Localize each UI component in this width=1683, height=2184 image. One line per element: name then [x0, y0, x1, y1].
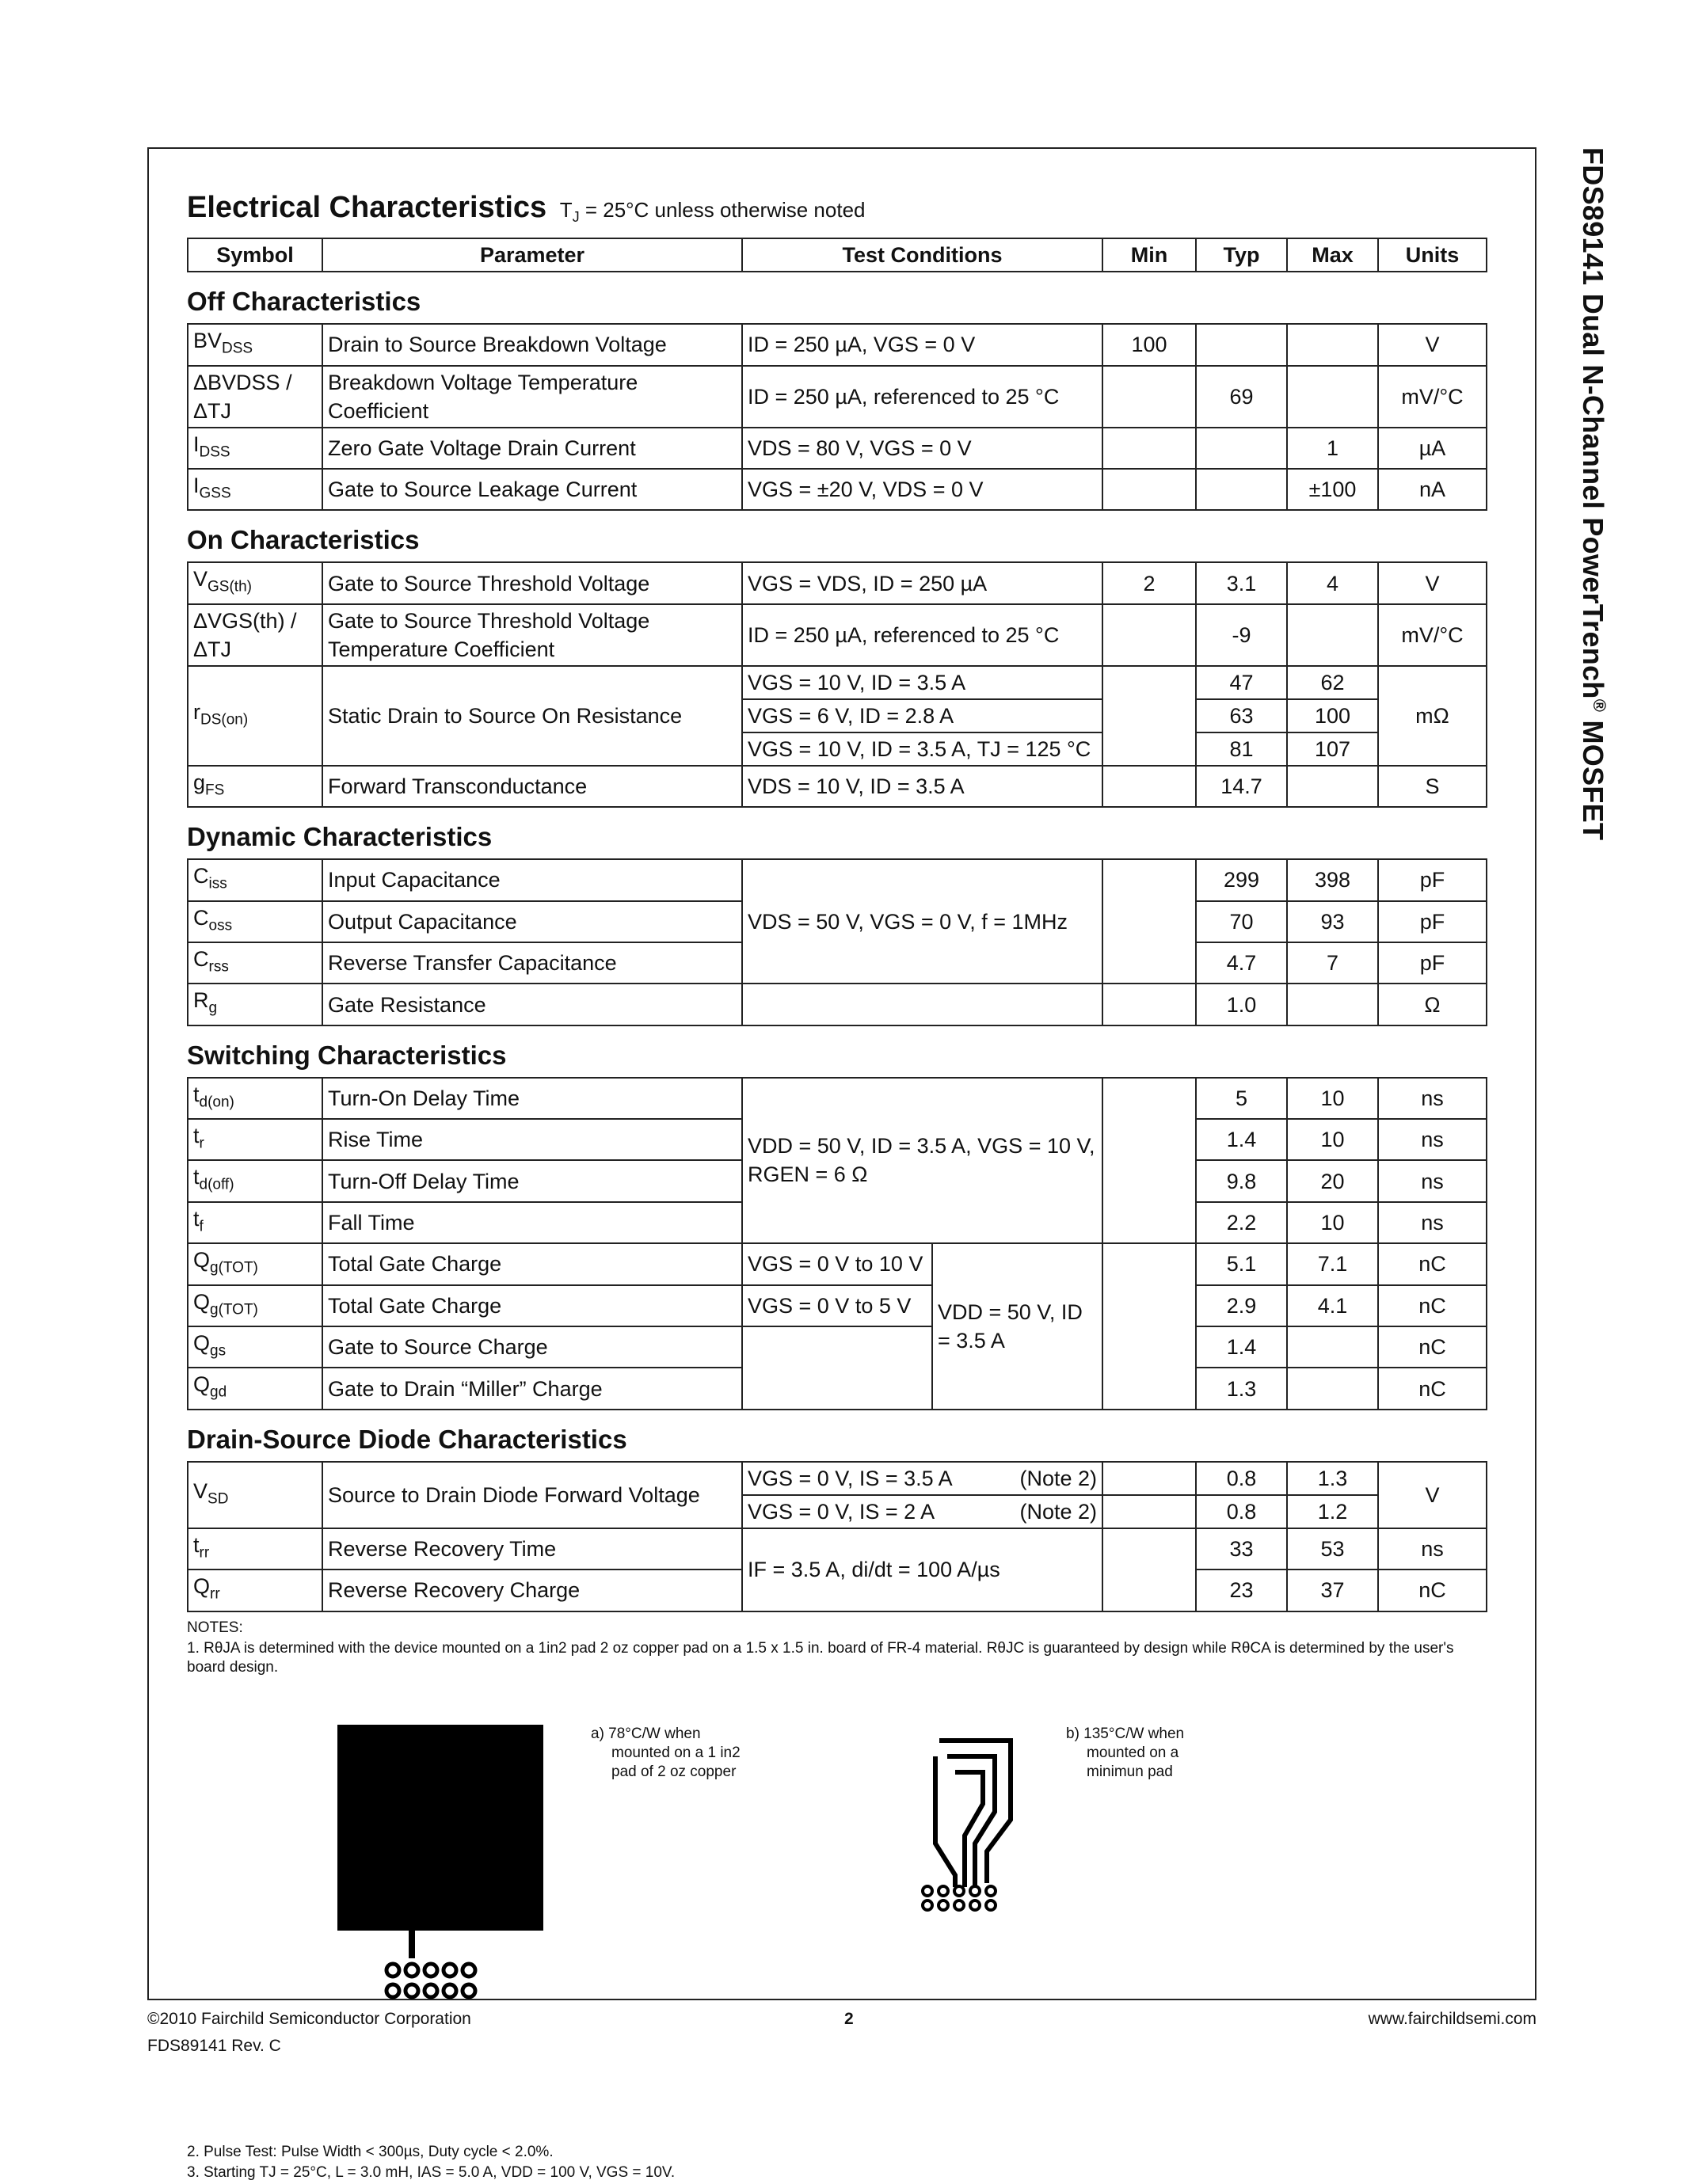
condition-cell: IF = 3.5 A, di/dt = 100 A/µs: [742, 1528, 1102, 1611]
table-row: [188, 469, 1487, 510]
max-cell: [1287, 1368, 1378, 1409]
table-row: [188, 666, 1487, 699]
parameter-cell: Turn-On Delay Time: [322, 1078, 742, 1119]
datasheet-content: [187, 187, 1486, 2184]
parameter-cell: Input Capacitance: [322, 859, 742, 900]
notes: [187, 1619, 1486, 1677]
max-cell: 93: [1287, 901, 1378, 942]
col-typ: Typ: [1196, 238, 1287, 272]
table-on: [187, 561, 1487, 808]
parameter-cell: Gate to Drain “Miller” Charge: [322, 1368, 742, 1409]
caption-a-line: mounted on a 1 in2: [611, 1744, 741, 1761]
min-cell: [1102, 469, 1196, 510]
table-off: [187, 323, 1487, 511]
min-cell: 100: [1102, 324, 1196, 365]
condition-cell: VGS = 10 V, ID = 3.5 A: [742, 666, 1102, 699]
typ-cell: 63: [1196, 699, 1287, 732]
symbol-cell: $V_{SD}$: [188, 1462, 322, 1528]
min-cell: [1102, 1078, 1196, 1244]
unit-cell: µA: [1378, 428, 1487, 469]
parameter-cell: Source to Drain Diode Forward Voltage: [322, 1462, 742, 1528]
typ-cell: 1.4: [1196, 1326, 1287, 1368]
unit-cell: nC: [1378, 1285, 1487, 1326]
table-row: [188, 766, 1487, 807]
table-row: [188, 604, 1487, 666]
max-cell: 62: [1287, 666, 1378, 699]
typ-cell: 2.2: [1196, 1202, 1287, 1243]
symbol-cell: ΔVGS(th) / ΔTJ: [188, 604, 322, 666]
min-cell: [1102, 766, 1196, 807]
typ-cell: 0.8: [1196, 1495, 1287, 1528]
typ-cell: [1196, 324, 1287, 365]
max-cell: 10: [1287, 1078, 1378, 1119]
condition-cell: VGS = 0 V to 10 V: [742, 1243, 932, 1284]
condition-cell: VGS = VDS, ID = 250 µA: [742, 562, 1102, 603]
table-row: [188, 984, 1487, 1025]
table-dynamic: [187, 858, 1487, 1026]
symbol-cell: $g_{FS}$: [188, 766, 322, 807]
section-title-off: Off Characteristics: [187, 287, 421, 317]
parameter-cell: Rise Time: [322, 1119, 742, 1160]
min-cell: [1102, 859, 1196, 984]
footer-copyright: ©2010 Fairchild Semiconductor Corporation: [147, 2010, 471, 2028]
note-1: 1. RθJA is determined with the device mounted on a 1in2 pad 2 oz copper pad on a 1.5 x 1.5 in. board of FR-4 material. RθJC is guaranteed by design while RθCA is determined by the user's board design.: [187, 1639, 1454, 1676]
unit-cell: mΩ: [1378, 666, 1487, 766]
col-parameter: Parameter: [322, 238, 742, 272]
typ-cell: 1.3: [1196, 1368, 1287, 1409]
typ-cell: 9.8: [1196, 1160, 1287, 1201]
table-diode: [187, 1461, 1487, 1612]
min-cell: [1102, 604, 1196, 666]
section-title-dynamic: Dynamic Characteristics: [187, 822, 493, 852]
condition-cell: [742, 984, 1102, 1025]
parameter-cell: Zero Gate Voltage Drain Current: [322, 428, 742, 469]
typ-cell: 299: [1196, 859, 1287, 900]
condition-cell: VDD = 50 V, ID = 3.5 A: [932, 1243, 1102, 1410]
symbol-cell: $C_{rss}$: [188, 942, 322, 984]
max-cell: ±100: [1287, 469, 1378, 510]
parameter-cell: Reverse Transfer Capacitance: [322, 942, 742, 984]
typ-cell: 14.7: [1196, 766, 1287, 807]
symbol-cell: $t_{d(on)}$: [188, 1078, 322, 1119]
caption-b-line: b) 135°C/W when: [1066, 1725, 1185, 1742]
notes-bottom: [187, 2143, 1486, 2182]
min-cell: 2: [1102, 562, 1196, 603]
parameter-cell: Forward Transconductance: [322, 766, 742, 807]
typ-cell: 1.4: [1196, 1119, 1287, 1160]
caption-a-line: pad of 2 oz copper: [611, 1763, 737, 1780]
condition-cell: VGS = 6 V, ID = 2.8 A: [742, 699, 1102, 732]
symbol-cell: $C_{iss}$: [188, 859, 322, 900]
caption-b-line: mounted on a: [1087, 1744, 1179, 1761]
typ-cell: 3.1: [1196, 562, 1287, 603]
parameter-cell: Drain to Source Breakdown Voltage: [322, 324, 742, 365]
max-cell: 10: [1287, 1119, 1378, 1160]
condition-cell: VGS = ±20 V, VDS = 0 V: [742, 469, 1102, 510]
typ-cell: [1196, 469, 1287, 510]
table-row: [188, 366, 1487, 428]
col-max: Max: [1287, 238, 1378, 272]
symbol-cell: $I_{GSS}$: [188, 469, 322, 510]
parameter-cell: Total Gate Charge: [322, 1243, 742, 1284]
min-cell: [1102, 366, 1196, 428]
typ-cell: 47: [1196, 666, 1287, 699]
section-title-on: On Characteristics: [187, 525, 420, 555]
table-switching: [187, 1077, 1487, 1410]
parameter-cell: Breakdown Voltage Temperature Coefficient: [322, 366, 742, 428]
max-cell: 53: [1287, 1528, 1378, 1570]
symbol-cell: $t_f$: [188, 1202, 322, 1243]
max-cell: [1287, 984, 1378, 1025]
unit-cell: ns: [1378, 1119, 1487, 1160]
max-cell: 37: [1287, 1570, 1378, 1611]
min-cell: [1102, 1528, 1196, 1611]
parameter-cell: Gate to Source Leakage Current: [322, 469, 742, 510]
max-cell: 10: [1287, 1202, 1378, 1243]
max-cell: [1287, 324, 1378, 365]
typ-cell: 81: [1196, 732, 1287, 766]
parameter-cell: Gate to Source Charge: [322, 1326, 742, 1368]
note-2: 2. Pulse Test: Pulse Width < 300µs, Duty cycle < 2.0%.: [187, 2143, 554, 2160]
table-row: [188, 1078, 1487, 1119]
unit-cell: S: [1378, 766, 1487, 807]
typ-cell: 2.9: [1196, 1285, 1287, 1326]
unit-cell: nC: [1378, 1243, 1487, 1284]
unit-cell: nC: [1378, 1326, 1487, 1368]
section-title-diode: Drain-Source Diode Characteristics: [187, 1424, 627, 1454]
unit-cell: nA: [1378, 469, 1487, 510]
unit-cell: pF: [1378, 942, 1487, 984]
section-title-switching: Switching Characteristics: [187, 1040, 507, 1070]
parameter-cell: Gate to Source Threshold Voltage: [322, 562, 742, 603]
parameter-cell: Static Drain to Source On Resistance: [322, 666, 742, 766]
unit-cell: nC: [1378, 1570, 1487, 1611]
symbol-cell: $t_r$: [188, 1119, 322, 1160]
unit-cell: mV/°C: [1378, 604, 1487, 666]
footer-url[interactable]: www.fairchildsemi.com: [1368, 2010, 1536, 2028]
typ-cell: 5: [1196, 1078, 1287, 1119]
typ-cell: 5.1: [1196, 1243, 1287, 1284]
unit-cell: ns: [1378, 1078, 1487, 1119]
page-title: Electrical Characteristics $T_J = 25^\circ C$ unless otherwise noted: [187, 191, 866, 226]
unit-cell: ns: [1378, 1202, 1487, 1243]
max-cell: 1.3: [1287, 1462, 1378, 1495]
max-cell: 1: [1287, 428, 1378, 469]
typ-cell: 69: [1196, 366, 1287, 428]
symbol-cell: ΔBVDSS / ΔTJ: [188, 366, 322, 428]
footer-page-number: 2: [844, 2010, 854, 2028]
typ-cell: 70: [1196, 901, 1287, 942]
symbol-cell: $Q_{gd}$: [188, 1368, 322, 1409]
condition-cell: ID = 250 µA, referenced to 25 °C: [742, 366, 1102, 428]
condition-cell: [742, 1326, 932, 1410]
symbol-cell: $Q_{gs}$: [188, 1326, 322, 1368]
symbol-cell: $C_{oss}$: [188, 901, 322, 942]
pad-b-illustration: [900, 1725, 1026, 1915]
symbol-cell: $V_{GS(th)}$: [188, 562, 322, 603]
condition-cell: ID = 250 µA, referenced to 25 °C: [742, 604, 1102, 666]
max-cell: 7.1: [1287, 1243, 1378, 1284]
unit-cell: V: [1378, 324, 1487, 365]
pad-illustrations: [187, 1725, 1486, 2136]
symbol-cell: $Q_{g(TOT)}$: [188, 1285, 322, 1326]
max-cell: 1.2: [1287, 1495, 1378, 1528]
symbol-cell: $R_g$: [188, 984, 322, 1025]
symbol-cell: $I_{DSS}$: [188, 428, 322, 469]
max-cell: 4.1: [1287, 1285, 1378, 1326]
table-row: [188, 1243, 1487, 1284]
caption-a-line: a) 78°C/W when: [591, 1725, 701, 1742]
condition-cell: VGS = 0 V, IS = 2 A (Note 2): [742, 1495, 1102, 1528]
condition-cell: VGS = 0 V to 5 V: [742, 1285, 932, 1326]
min-cell: [1102, 1462, 1196, 1495]
parameter-cell: Total Gate Charge: [322, 1285, 742, 1326]
symbol-cell: $t_{rr}$: [188, 1528, 322, 1570]
unit-cell: V: [1378, 562, 1487, 603]
symbol-cell: $Q_{g(TOT)}$: [188, 1243, 322, 1284]
col-symbol: Symbol: [188, 238, 322, 272]
unit-cell: Ω: [1378, 984, 1487, 1025]
side-title: FDS89141 Dual N-Channel PowerTrench® MOSFET: [1577, 147, 1609, 841]
symbol-cell: $r_{DS(on)}$: [188, 666, 322, 766]
unit-cell: ns: [1378, 1528, 1487, 1570]
unit-cell: pF: [1378, 859, 1487, 900]
table-row: [188, 859, 1487, 900]
column-header-table: [187, 238, 1487, 272]
max-cell: [1287, 766, 1378, 807]
symbol-cell: $Q_{rr}$: [188, 1570, 322, 1611]
parameter-cell: Reverse Recovery Time: [322, 1528, 742, 1570]
condition-cell: VGS = 0 V, IS = 3.5 A (Note 2): [742, 1462, 1102, 1495]
col-min: Min: [1102, 238, 1196, 272]
col-test-conditions: Test Conditions: [742, 238, 1102, 272]
parameter-cell: Gate to Source Threshold Voltage Temperature Coefficient: [322, 604, 742, 666]
unit-cell: V: [1378, 1462, 1487, 1528]
typ-cell: -9: [1196, 604, 1287, 666]
min-cell: [1102, 1495, 1196, 1528]
unit-cell: mV/°C: [1378, 366, 1487, 428]
table-row: [188, 1462, 1487, 1495]
condition-cell: VDS = 10 V, ID = 3.5 A: [742, 766, 1102, 807]
max-cell: [1287, 366, 1378, 428]
max-cell: 7: [1287, 942, 1378, 984]
caption-b-line: minimun pad: [1087, 1763, 1173, 1780]
table-row: [188, 1285, 1487, 1326]
min-cell: [1102, 428, 1196, 469]
condition-cell: VGS = 10 V, ID = 3.5 A, TJ = 125 °C: [742, 732, 1102, 766]
table-row: [188, 1326, 1487, 1368]
parameter-cell: Fall Time: [322, 1202, 742, 1243]
symbol-cell: $t_{d(off)}$: [188, 1160, 322, 1201]
unit-cell: nC: [1378, 1368, 1487, 1409]
typ-cell: 0.8: [1196, 1462, 1287, 1495]
min-cell: [1102, 1243, 1196, 1410]
condition-cell: VDS = 80 V, VGS = 0 V: [742, 428, 1102, 469]
parameter-cell: Reverse Recovery Charge: [322, 1570, 742, 1611]
max-cell: 107: [1287, 732, 1378, 766]
col-units: Units: [1378, 238, 1487, 272]
notes-label: NOTES:: [187, 1619, 243, 1636]
parameter-cell: Output Capacitance: [322, 901, 742, 942]
condition-cell: VDS = 50 V, VGS = 0 V, f = 1MHz: [742, 859, 1102, 984]
typ-cell: 1.0: [1196, 984, 1287, 1025]
table-row: [188, 562, 1487, 603]
max-cell: [1287, 604, 1378, 666]
typ-cell: 23: [1196, 1570, 1287, 1611]
symbol-cell: $BV_{DSS}$: [188, 324, 322, 365]
unit-cell: ns: [1378, 1160, 1487, 1201]
typ-cell: 4.7: [1196, 942, 1287, 984]
max-cell: 20: [1287, 1160, 1378, 1201]
table-row: [188, 428, 1487, 469]
unit-cell: pF: [1378, 901, 1487, 942]
max-cell: 100: [1287, 699, 1378, 732]
typ-cell: [1196, 428, 1287, 469]
max-cell: 4: [1287, 562, 1378, 603]
min-cell: [1102, 984, 1196, 1025]
pad-a-illustration: [337, 1725, 591, 2018]
max-cell: 398: [1287, 859, 1378, 900]
max-cell: [1287, 1326, 1378, 1368]
table-row: [188, 324, 1487, 365]
condition-cell: ID = 250 µA, VGS = 0 V: [742, 324, 1102, 365]
parameter-cell: Gate Resistance: [322, 984, 742, 1025]
note-3: 3. Starting TJ = 25°C, L = 3.0 mH, IAS = 5.0 A, VDD = 100 V, VGS = 10V.: [187, 2163, 676, 2181]
parameter-cell: Turn-Off Delay Time: [322, 1160, 742, 1201]
typ-cell: 33: [1196, 1528, 1287, 1570]
min-cell: [1102, 666, 1196, 766]
condition-cell: VDD = 50 V, ID = 3.5 A, VGS = 10 V, RGEN = 6 Ω: [742, 1078, 1102, 1244]
footer-doc-rev: FDS89141 Rev. C: [147, 2037, 281, 2055]
table-row: [188, 1528, 1487, 1570]
